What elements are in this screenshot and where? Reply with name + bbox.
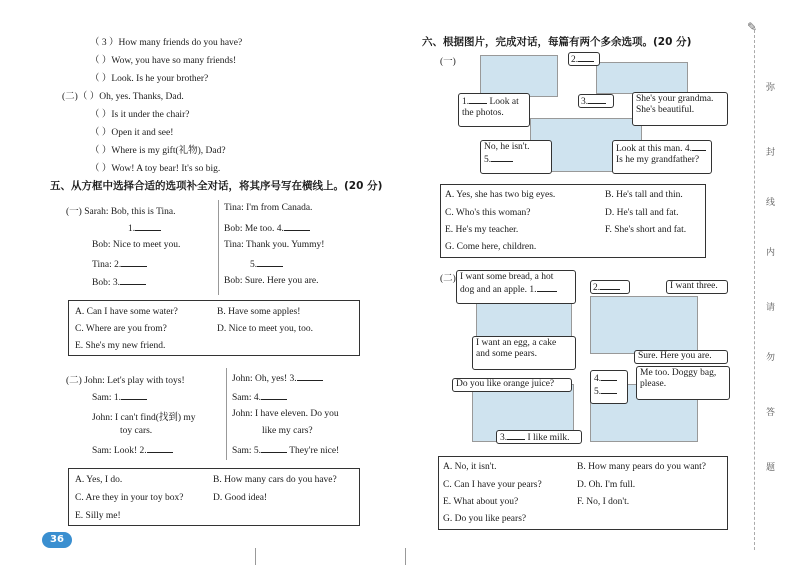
answer-blank[interactable]	[588, 95, 606, 104]
page-number-badge: 36	[42, 532, 72, 548]
option: G. Come here, children.	[445, 242, 537, 252]
speech-bubble: 3. I like milk.	[496, 430, 582, 444]
dialogue-line: toy cars.	[120, 426, 153, 436]
question-line: （ ）Is it under the chair?	[90, 110, 190, 120]
option: A. Yes, I do.	[75, 475, 123, 485]
answer-blank[interactable]	[578, 53, 594, 62]
answer-blank[interactable]	[147, 444, 173, 453]
section-title: 六、根据图片，完成对话，每篇有两个多余选项。(20 分)	[422, 36, 692, 48]
seal-text: 请	[766, 303, 776, 313]
answer-blank[interactable]	[491, 153, 513, 162]
option: D. Nice to meet you, too.	[217, 324, 314, 334]
answer-blank[interactable]	[507, 431, 525, 440]
dialogue-line: 5.	[250, 258, 283, 270]
option: E. Silly me!	[75, 511, 121, 521]
options-box	[68, 468, 360, 526]
dialogue-line: Sam: Look! 2.	[92, 444, 173, 456]
option: A. Yes, she has two big eyes.	[445, 190, 556, 200]
dialogue-line: 1.	[128, 222, 161, 234]
option: D. He's tall and fat.	[605, 208, 679, 218]
option: F. She's short and fat.	[605, 225, 687, 235]
speech-bubble: She's your grandma. She's beautiful.	[632, 92, 728, 126]
question-line: （ ）Where is my gift(礼物), Dad?	[90, 146, 226, 156]
option: D. Good idea!	[213, 493, 268, 503]
option: C. Where are you from?	[75, 324, 167, 334]
options-box	[68, 300, 360, 356]
options-box	[440, 184, 706, 258]
answer-blank[interactable]	[121, 258, 147, 267]
seal-text: 内	[766, 248, 776, 258]
speech-bubble: 3.	[578, 94, 614, 108]
option: B. Have some apples!	[217, 307, 301, 317]
question-line: （ ）Wow, you have so many friends!	[90, 56, 237, 66]
illustration-photos	[596, 62, 688, 94]
answer-blank[interactable]	[284, 222, 310, 231]
option: C. Can I have your pears?	[443, 480, 542, 490]
option: E. He's my teacher.	[445, 225, 519, 235]
option: C. Who's this woman?	[445, 208, 531, 218]
dialogue-line: Tina: 2.	[92, 258, 147, 270]
option: F. No, I don't.	[577, 497, 630, 507]
speech-bubble: I want some bread, a hot dog and an apple. 1.	[456, 270, 576, 304]
answer-blank[interactable]	[469, 95, 487, 104]
seal-text: 答	[766, 408, 776, 418]
pencil-icon: ✎	[747, 20, 758, 34]
speech-bubble: 4. 5.	[590, 370, 628, 404]
illustration-family	[480, 55, 558, 97]
answer-blank[interactable]	[257, 258, 283, 267]
divider	[218, 200, 219, 295]
seal-text: 弥	[766, 83, 776, 93]
dialogue-line: John: I have eleven. Do you	[232, 409, 339, 419]
speech-bubble: I want three.	[666, 280, 728, 294]
question-line: (二)（ ）Oh, yes. Thanks, Dad.	[62, 92, 184, 102]
answer-blank[interactable]	[121, 391, 147, 400]
dialogue-line: Sam: 1.	[92, 391, 147, 403]
speech-bubble: 2.	[590, 280, 630, 294]
dialogue-line: like my cars?	[262, 426, 313, 436]
dialogue-line: (二) John: Let's play with toys!	[66, 376, 185, 386]
answer-blank[interactable]	[135, 222, 161, 231]
answer-blank[interactable]	[601, 372, 617, 381]
question-line: （ ）Wow! A toy bear! It's so big.	[90, 164, 221, 174]
dialogue-line: Tina: I'm from Canada.	[224, 203, 313, 213]
dialogue-line: Bob: Nice to meet you.	[92, 240, 181, 250]
section-title: 五、从方框中选择合适的选项补全对话，将其序号写在横线上。(20 分)	[50, 180, 383, 192]
speech-bubble: Sure. Here you are.	[634, 350, 728, 364]
answer-blank[interactable]	[261, 444, 287, 453]
divider	[226, 368, 227, 460]
fold-mark	[405, 548, 406, 565]
answer-blank[interactable]	[692, 142, 706, 151]
speech-bubble: I want an egg, a cake and some pears.	[472, 336, 576, 370]
seal-text: 题	[766, 463, 776, 473]
dialogue-line: (一) Sarah: Bob, this is Tina.	[66, 207, 176, 217]
answer-blank[interactable]	[120, 276, 146, 285]
speech-bubble: 2.	[568, 52, 600, 66]
part-label: (二)	[440, 274, 456, 284]
part-label: (一)	[440, 57, 456, 67]
option: C. Are they in your toy box?	[75, 493, 184, 503]
speech-bubble: Look at this man. 4. Is he my grandfather?	[612, 140, 712, 174]
speech-bubble: No, he isn't. 5.	[480, 140, 552, 174]
option: D. Oh. I'm full.	[577, 480, 636, 490]
speech-bubble: Do you like orange juice?	[452, 378, 572, 392]
option: B. He's tall and thin.	[605, 190, 683, 200]
illustration-lunch-2	[590, 296, 698, 354]
answer-blank[interactable]	[600, 281, 620, 290]
option: B. How many pears do you want?	[577, 462, 707, 472]
speech-bubble: 1. Look at the photos.	[458, 93, 530, 127]
question-line: （ ）Look. Is he your brother?	[90, 74, 209, 84]
options-box	[438, 456, 728, 530]
option: E. What about you?	[443, 497, 519, 507]
dialogue-line: John: Oh, yes! 3.	[232, 372, 323, 384]
option: A. No, it isn't.	[443, 462, 497, 472]
question-line: （ 3 ）How many friends do you have?	[90, 38, 243, 48]
fold-mark	[255, 548, 256, 565]
dialogue-line: John: I can't find(找到) my	[92, 413, 196, 423]
option: G. Do you like pears?	[443, 514, 527, 524]
question-line: （ ）Open it and see!	[90, 128, 174, 138]
binding-line	[754, 30, 755, 550]
dialogue-line: Sam: 4.	[232, 391, 287, 403]
seal-text: 勿	[766, 353, 776, 363]
dialogue-line: Bob: Sure. Here you are.	[224, 276, 319, 286]
seal-text: 封	[766, 148, 776, 158]
answer-blank[interactable]	[261, 391, 287, 400]
seal-text: 线	[766, 198, 776, 208]
answer-blank[interactable]	[601, 385, 617, 394]
option: B. How many cars do you have?	[213, 475, 337, 485]
dialogue-line: Bob: Me too. 4.	[224, 222, 310, 234]
dialogue-line: Tina: Thank you. Yummy!	[224, 240, 325, 250]
option: E. She's my new friend.	[75, 341, 166, 351]
speech-bubble: Me too. Doggy bag, please.	[636, 366, 730, 400]
dialogue-line: Sam: 5. They're nice!	[232, 446, 340, 456]
answer-blank[interactable]	[297, 372, 323, 381]
dialogue-line: Bob: 3.	[92, 276, 146, 288]
answer-blank[interactable]	[537, 283, 557, 292]
option: A. Can I have some water?	[75, 307, 178, 317]
